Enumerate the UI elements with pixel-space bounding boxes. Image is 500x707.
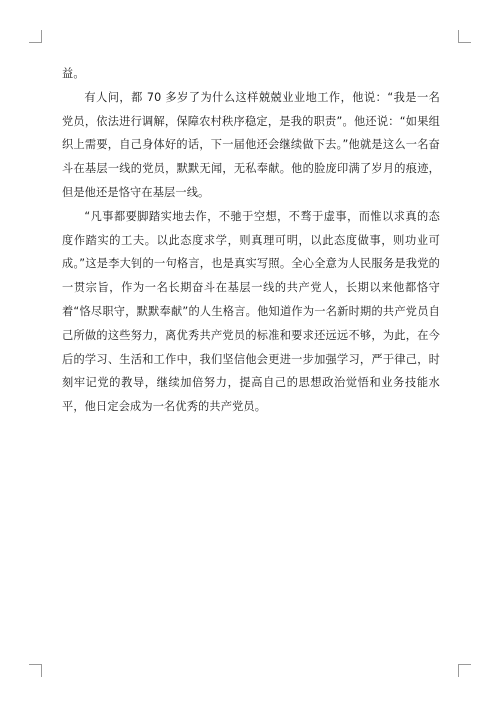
paragraph-continuation: 益。 xyxy=(62,67,85,80)
crop-mark-bottom-right xyxy=(458,664,471,677)
crop-mark-top-left xyxy=(29,30,42,43)
paragraph: 有人问，都 70 多岁了为什么这样兢兢业业地工作，他说：“我是一名党员，依法进行调解，保障农村秩序稳定，是我的职责”。他还说：“如果组织上需要，自己身体好的话，下一届他还会继续做下去。”他就是这么一名奋斗在基层一线的党员，默默无闻，无私奉献。他的脸庞印满了岁月的痕迹，但是他还是恪守在基层一线。 xyxy=(62,90,440,199)
crop-mark-top-right xyxy=(458,30,471,43)
document-body xyxy=(62,62,440,419)
paragraph: “凡事都要脚踏实地去作，不驰于空想，不骛于虚事，而惟以求真的态度作踏实的工夫。以此态度求学，则真理可明，以此态度做事，则功业可成。”这是李大钊的一句格言，也是真实写照。全心全意为人民服务是我党的一贯宗旨，作为一名长期奋斗在基层一线的共产党人，长期以来他都恪守着“恪尽职守，默默奉献”的人生格言。他知道作为一名新时期的共产党员自己所做的这些努力，离优秀共产党员的标准和要求还远远不够，为此，在今后的学习、生活和工作中，我们坚信他会更进一步加强学习，严于律己，时刻牢记党的教导，继续加倍努力，提高自己的思想政治觉悟和业务技能水平，他日定会成为一名优秀的共产党员。 xyxy=(62,209,440,414)
crop-mark-bottom-left xyxy=(29,664,42,677)
